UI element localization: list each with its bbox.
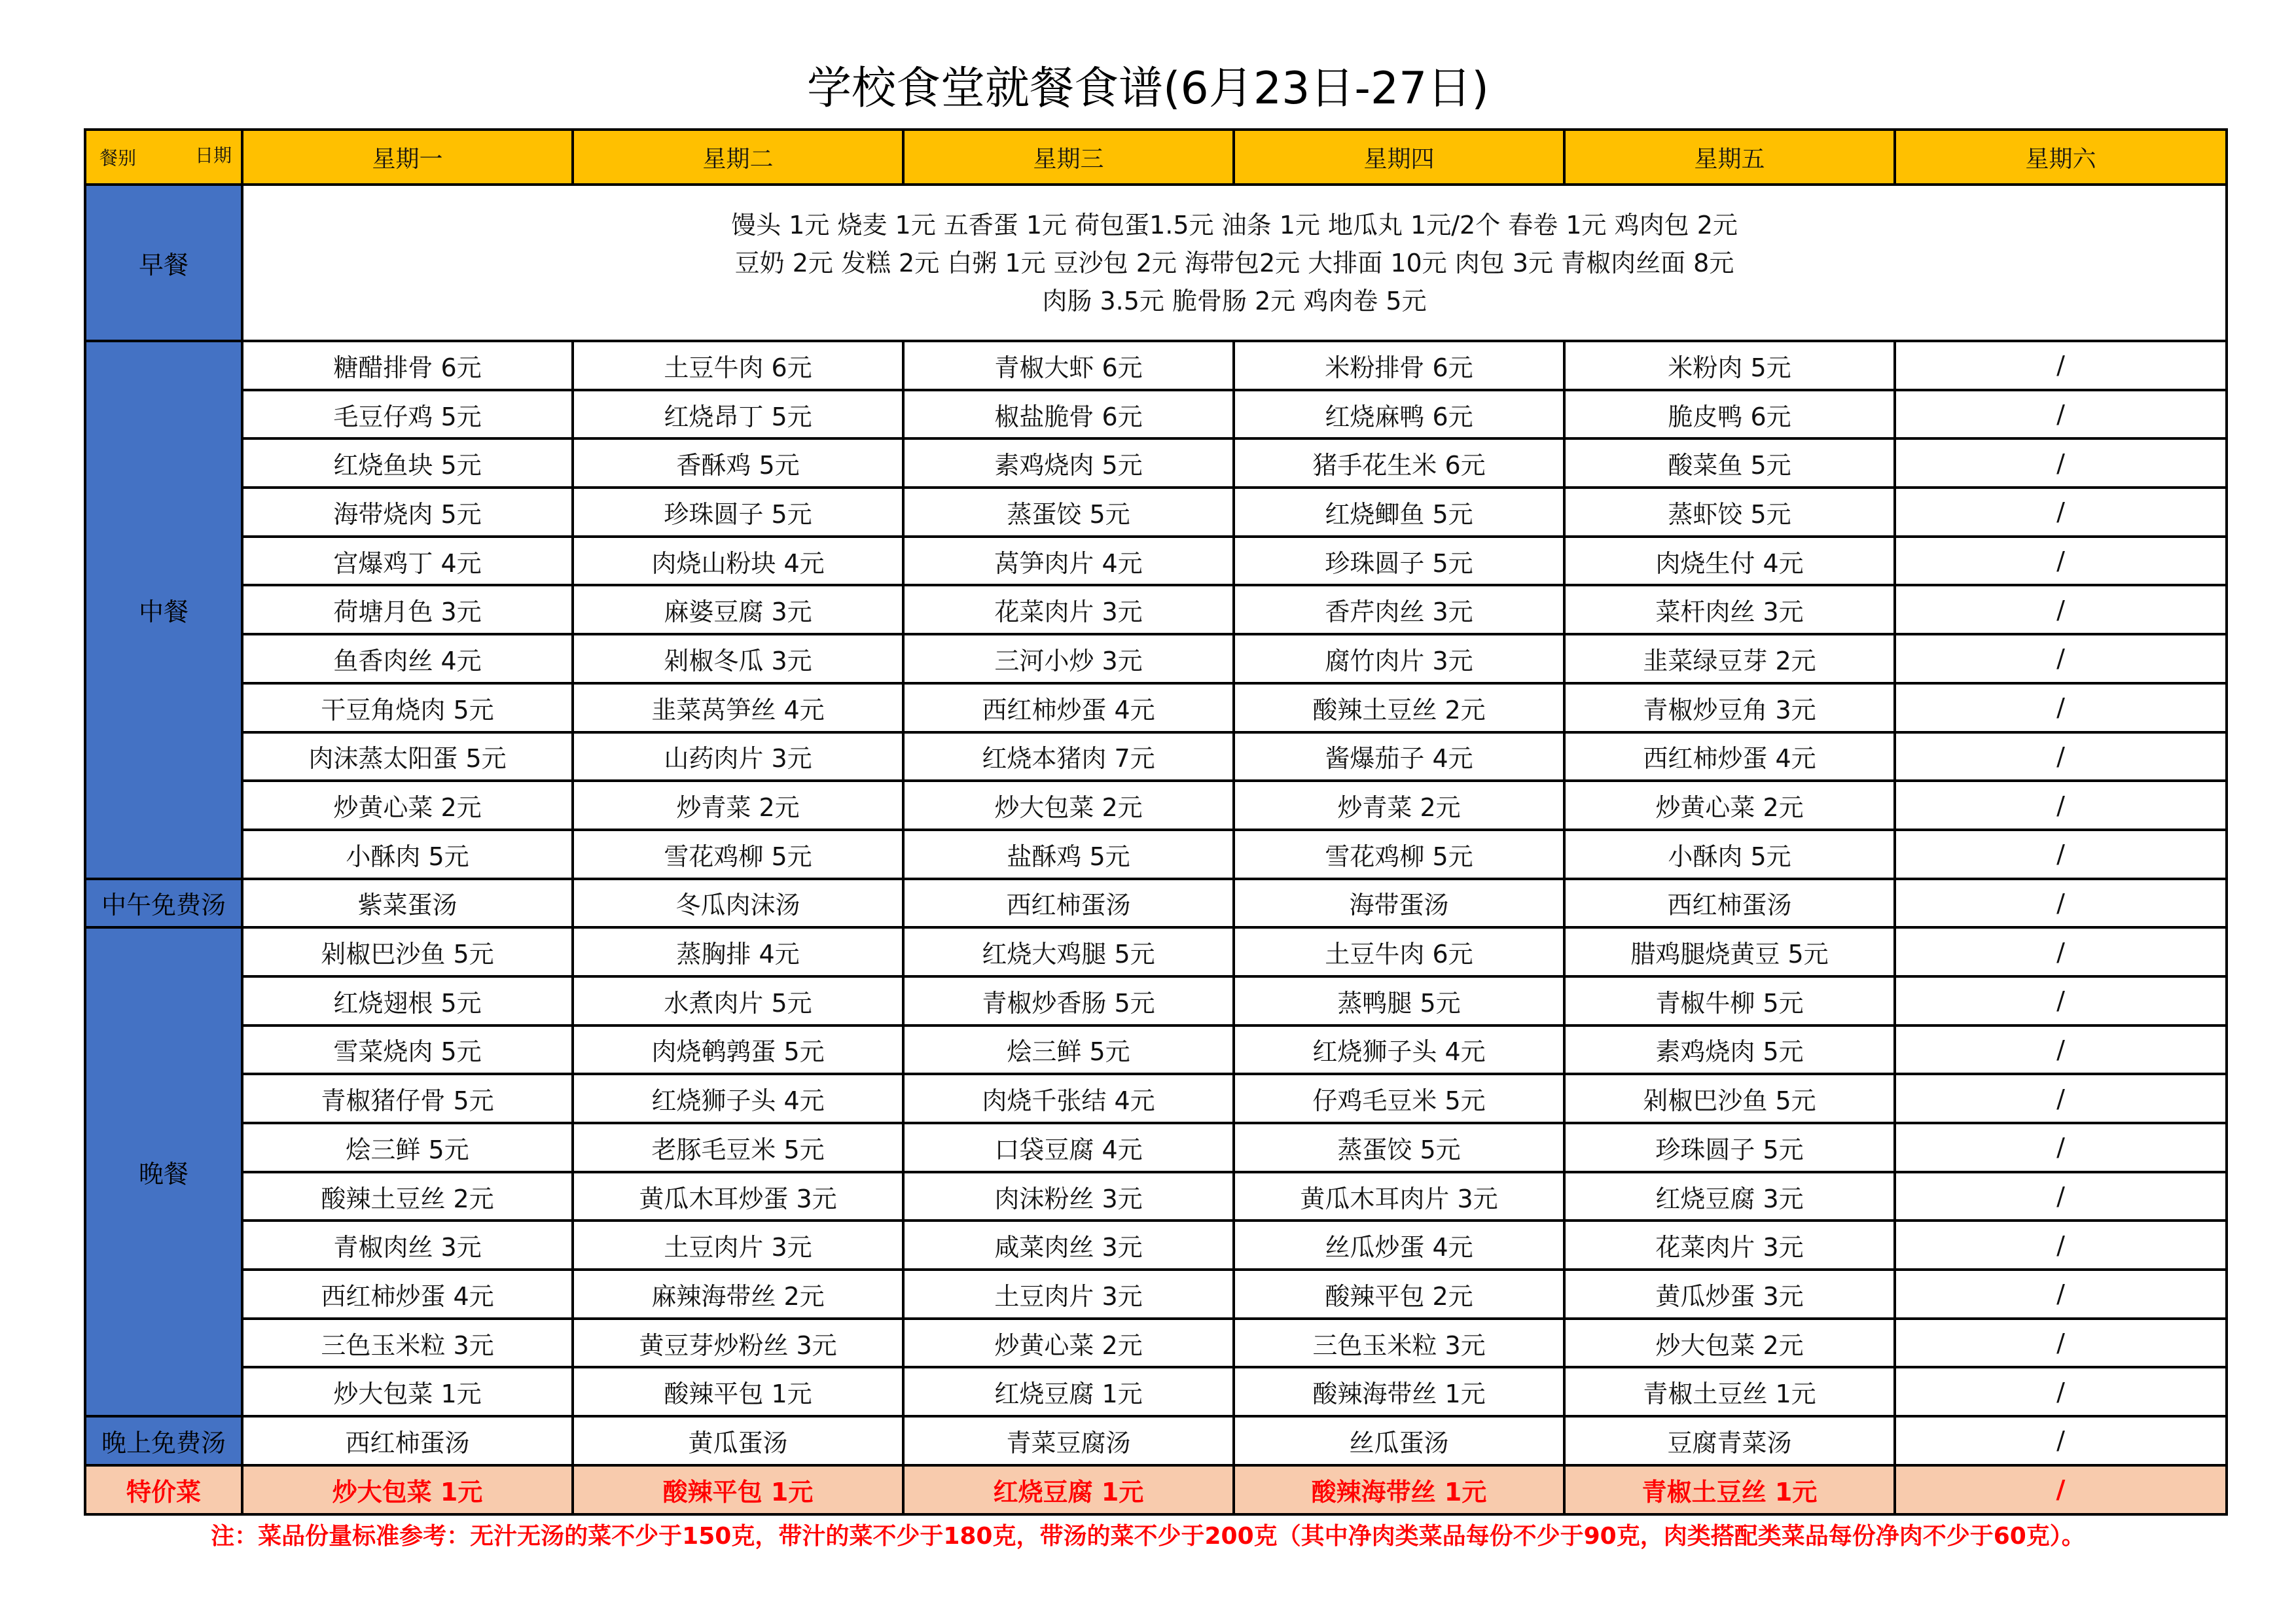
menu-item-cell: 酸菜鱼 5元 xyxy=(1564,438,1895,488)
lunch-row xyxy=(85,732,2227,781)
menu-item-cell: 烩三鲜 5元 xyxy=(903,1026,1234,1075)
menu-item-cell: 麻辣海带丝 2元 xyxy=(573,1270,903,1319)
dinner-row xyxy=(85,1319,2227,1368)
day-header: 星期二 xyxy=(573,130,903,185)
menu-item-cell: 青椒猪仔骨 5元 xyxy=(242,1074,573,1123)
menu-item-cell: / xyxy=(1895,1367,2227,1416)
dinner-soup-row xyxy=(85,1416,2227,1465)
menu-item-cell: 西红柿蛋汤 xyxy=(242,1416,573,1465)
menu-item-cell: 剁椒巴沙鱼 5元 xyxy=(1564,1074,1895,1123)
menu-item-cell: 毛豆仔鸡 5元 xyxy=(242,390,573,439)
menu-item-cell: 三河小炒 3元 xyxy=(903,634,1234,683)
menu-item-cell: 红烧昂丁 5元 xyxy=(573,390,903,439)
menu-item-cell: / xyxy=(1895,1123,2227,1172)
menu-item-cell: 紫菜蛋汤 xyxy=(242,879,573,928)
menu-item-cell: 珍珠圆子 5元 xyxy=(1234,537,1564,586)
menu-item-cell: 脆皮鸭 6元 xyxy=(1564,390,1895,439)
portion-note: 注：菜品份量标准参考：无汁无汤的菜不少于150克，带汁的菜不少于180克，带汤的菜不少于200克（其中净肉类菜品每份不少于90克，肉类搭配类菜品每份净肉不少于60克）。 xyxy=(211,1523,2085,1550)
menu-item-cell: 酸辣平包 1元 xyxy=(573,1465,903,1514)
menu-item-cell: 酸辣土豆丝 2元 xyxy=(1234,683,1564,732)
day-header: 星期三 xyxy=(903,130,1234,185)
menu-item-cell: 红烧大鸡腿 5元 xyxy=(903,927,1234,976)
menu-item-cell: 土豆牛肉 6元 xyxy=(1234,927,1564,976)
menu-item-cell: 素鸡烧肉 5元 xyxy=(1564,1026,1895,1075)
lunch-row xyxy=(85,341,2227,390)
menu-item-cell: 韭菜绿豆芽 2元 xyxy=(1564,634,1895,683)
menu-item-cell: 炒青菜 2元 xyxy=(573,781,903,830)
menu-item-cell: 麻婆豆腐 3元 xyxy=(573,585,903,634)
special-label: 特价菜 xyxy=(85,1465,242,1514)
lunch-row xyxy=(85,537,2227,586)
menu-item-cell: / xyxy=(1895,537,2227,586)
dinner-row xyxy=(85,1123,2227,1172)
day-header: 星期五 xyxy=(1564,130,1895,185)
menu-item-cell: / xyxy=(1895,1416,2227,1465)
menu-item-cell: / xyxy=(1895,781,2227,830)
menu-item-cell: 酸辣平包 1元 xyxy=(573,1367,903,1416)
menu-item-cell: 蒸蛋饺 5元 xyxy=(1234,1123,1564,1172)
day-header: 星期六 xyxy=(1895,130,2227,185)
menu-item-cell: 米粉肉 5元 xyxy=(1564,341,1895,390)
menu-item-cell: 鱼香肉丝 4元 xyxy=(242,634,573,683)
menu-item-cell: 青椒土豆丝 1元 xyxy=(1564,1367,1895,1416)
dinner-soup-label: 晚上免费汤 xyxy=(85,1416,242,1465)
menu-item-cell: / xyxy=(1895,634,2227,683)
menu-item-cell: 红烧豆腐 1元 xyxy=(903,1465,1234,1514)
menu-item-cell: 酸辣海带丝 1元 xyxy=(1234,1465,1564,1514)
menu-item-cell: / xyxy=(1895,438,2227,488)
menu-item-cell: 土豆肉片 3元 xyxy=(573,1221,903,1270)
menu-item-cell: 肉烧山粉块 4元 xyxy=(573,537,903,586)
menu-item-cell: 小酥肉 5元 xyxy=(1564,830,1895,879)
menu-item-cell: 水煮肉片 5元 xyxy=(573,976,903,1026)
lunch-row xyxy=(85,585,2227,634)
menu-item-cell: 青椒牛柳 5元 xyxy=(1564,976,1895,1026)
menu-item-cell: 红烧本猪肉 7元 xyxy=(903,732,1234,781)
menu-item-cell: 雪菜烧肉 5元 xyxy=(242,1026,573,1075)
lunch-row xyxy=(85,830,2227,879)
lunch-label: 中餐 xyxy=(85,341,242,879)
lunch-row xyxy=(85,390,2227,439)
menu-item-cell: 腐竹肉片 3元 xyxy=(1234,634,1564,683)
menu-item-cell: 荷塘月色 3元 xyxy=(242,585,573,634)
dinner-row xyxy=(85,1074,2227,1123)
corner-meal-label: 餐别 xyxy=(99,147,137,169)
menu-item-cell: 炒大包菜 2元 xyxy=(903,781,1234,830)
menu-item-cell: 肉烧生付 4元 xyxy=(1564,537,1895,586)
menu-item-cell: 红烧狮子头 4元 xyxy=(573,1074,903,1123)
menu-item-cell: 雪花鸡柳 5元 xyxy=(573,830,903,879)
lunch-row xyxy=(85,438,2227,488)
menu-item-cell: 青椒土豆丝 1元 xyxy=(1564,1465,1895,1514)
menu-item-cell: 丝瓜炒蛋 4元 xyxy=(1234,1221,1564,1270)
menu-item-cell: 黄瓜木耳炒蛋 3元 xyxy=(573,1172,903,1221)
menu-item-cell: 蒸鸭腿 5元 xyxy=(1234,976,1564,1026)
menu-item-cell: / xyxy=(1895,1270,2227,1319)
menu-item-cell: 青椒炒豆角 3元 xyxy=(1564,683,1895,732)
menu-item-cell: 香芹肉丝 3元 xyxy=(1234,585,1564,634)
menu-item-cell: 酱爆茄子 4元 xyxy=(1234,732,1564,781)
day-header: 星期四 xyxy=(1234,130,1564,185)
lunch-row xyxy=(85,683,2227,732)
menu-item-cell: 青椒大虾 6元 xyxy=(903,341,1234,390)
menu-item-cell: 剁椒冬瓜 3元 xyxy=(573,634,903,683)
menu-item-cell: 青菜豆腐汤 xyxy=(903,1416,1234,1465)
menu-item-cell: 肉烧鹌鹑蛋 5元 xyxy=(573,1026,903,1075)
menu-item-cell: 雪花鸡柳 5元 xyxy=(1234,830,1564,879)
menu-item-cell: 三色玉米粒 3元 xyxy=(1234,1319,1564,1368)
menu-item-cell: 炒黄心菜 2元 xyxy=(1564,781,1895,830)
breakfast-row xyxy=(85,185,2227,341)
menu-item-cell: 西红柿蛋汤 xyxy=(903,879,1234,928)
menu-item-cell: 肉沫粉丝 3元 xyxy=(903,1172,1234,1221)
menu-item-cell: 蒸胸排 4元 xyxy=(573,927,903,976)
menu-item-cell: 红烧鲫鱼 5元 xyxy=(1234,488,1564,537)
breakfast-menu xyxy=(242,185,2227,341)
menu-item-cell: 红烧麻鸭 6元 xyxy=(1234,390,1564,439)
lunch-soup-row xyxy=(85,879,2227,928)
menu-item-cell: / xyxy=(1895,1026,2227,1075)
menu-item-cell: 花菜肉片 3元 xyxy=(903,585,1234,634)
menu-item-cell: / xyxy=(1895,683,2227,732)
menu-item-cell: 西红柿蛋汤 xyxy=(1564,879,1895,928)
header-row xyxy=(85,130,2227,185)
menu-item-cell: 西红柿炒蛋 4元 xyxy=(903,683,1234,732)
dinner-row xyxy=(85,1270,2227,1319)
menu-item-cell: 黄豆芽炒粉丝 3元 xyxy=(573,1319,903,1368)
dinner-row xyxy=(85,1367,2227,1416)
corner-date-label: 日期 xyxy=(194,145,232,166)
menu-item-cell: / xyxy=(1895,488,2227,537)
menu-item-cell: 宫爆鸡丁 4元 xyxy=(242,537,573,586)
menu-item-cell: / xyxy=(1895,830,2227,879)
menu-item-cell: / xyxy=(1895,1074,2227,1123)
menu-item-cell: 豆腐青菜汤 xyxy=(1564,1416,1895,1465)
menu-item-cell: 红烧鱼块 5元 xyxy=(242,438,573,488)
menu-item-cell: 蒸虾饺 5元 xyxy=(1564,488,1895,537)
menu-item-cell: 黄瓜木耳肉片 3元 xyxy=(1234,1172,1564,1221)
dinner-row xyxy=(85,1172,2227,1221)
menu-item-cell: 山药肉片 3元 xyxy=(573,732,903,781)
menu-item-cell: 珍珠圆子 5元 xyxy=(1564,1123,1895,1172)
dinner-row xyxy=(85,1026,2227,1075)
menu-item-cell: 小酥肉 5元 xyxy=(242,830,573,879)
menu-item-cell: 炒青菜 2元 xyxy=(1234,781,1564,830)
day-header: 星期一 xyxy=(242,130,573,185)
menu-item-cell: 红烧狮子头 4元 xyxy=(1234,1026,1564,1075)
menu-item-cell: / xyxy=(1895,879,2227,928)
menu-item-cell: 花菜肉片 3元 xyxy=(1564,1221,1895,1270)
breakfast-line: 豆奶 2元 发糕 2元 白粥 1元 豆沙包 2元 海带包2元 大排面 10元 肉包 3元 青椒肉丝面 8元 xyxy=(734,248,1734,277)
menu-item-cell: 黄瓜蛋汤 xyxy=(573,1416,903,1465)
menu-item-cell: / xyxy=(1895,1172,2227,1221)
menu-item-cell: 青椒肉丝 3元 xyxy=(242,1221,573,1270)
lunch-soup-label: 中午免费汤 xyxy=(85,879,242,928)
menu-item-cell: / xyxy=(1895,976,2227,1026)
menu-item-cell: 炒黄心菜 2元 xyxy=(242,781,573,830)
menu-item-cell: 三色玉米粒 3元 xyxy=(242,1319,573,1368)
menu-item-cell: 咸菜肉丝 3元 xyxy=(903,1221,1234,1270)
menu-item-cell: 仔鸡毛豆米 5元 xyxy=(1234,1074,1564,1123)
menu-item-cell: / xyxy=(1895,1319,2227,1368)
menu-item-cell: 腊鸡腿烧黄豆 5元 xyxy=(1564,927,1895,976)
menu-item-cell: 丝瓜蛋汤 xyxy=(1234,1416,1564,1465)
menu-item-cell: 炒大包菜 1元 xyxy=(242,1465,573,1514)
menu-item-cell: 土豆肉片 3元 xyxy=(903,1270,1234,1319)
menu-item-cell: 菜杆肉丝 3元 xyxy=(1564,585,1895,634)
special-row xyxy=(85,1465,2227,1514)
menu-item-cell: 椒盐脆骨 6元 xyxy=(903,390,1234,439)
menu-item-cell: / xyxy=(1895,927,2227,976)
menu-item-cell: 韭菜莴笋丝 4元 xyxy=(573,683,903,732)
corner-cell xyxy=(85,130,242,185)
menu-item-cell: / xyxy=(1895,390,2227,439)
menu-item-cell: 炒大包菜 1元 xyxy=(242,1367,573,1416)
menu-item-cell: / xyxy=(1895,1465,2227,1514)
menu-item-cell: 香酥鸡 5元 xyxy=(573,438,903,488)
menu-item-cell: 口袋豆腐 4元 xyxy=(903,1123,1234,1172)
menu-item-cell: 海带蛋汤 xyxy=(1234,879,1564,928)
menu-item-cell: 猪手花生米 6元 xyxy=(1234,438,1564,488)
menu-item-cell: 海带烧肉 5元 xyxy=(242,488,573,537)
lunch-row xyxy=(85,488,2227,537)
menu-item-cell: 西红柿炒蛋 4元 xyxy=(242,1270,573,1319)
menu-table xyxy=(84,128,2228,1516)
dinner-row xyxy=(85,1221,2227,1270)
menu-item-cell: 珍珠圆子 5元 xyxy=(573,488,903,537)
menu-item-cell: 米粉排骨 6元 xyxy=(1234,341,1564,390)
breakfast-label: 早餐 xyxy=(85,185,242,341)
menu-item-cell: 干豆角烧肉 5元 xyxy=(242,683,573,732)
dinner-row xyxy=(85,976,2227,1026)
menu-item-cell: 青椒炒香肠 5元 xyxy=(903,976,1234,1026)
menu-item-cell: 黄瓜炒蛋 3元 xyxy=(1564,1270,1895,1319)
lunch-row xyxy=(85,634,2227,683)
menu-item-cell: 冬瓜肉沫汤 xyxy=(573,879,903,928)
menu-item-cell: 素鸡烧肉 5元 xyxy=(903,438,1234,488)
menu-item-cell: 肉沫蒸太阳蛋 5元 xyxy=(242,732,573,781)
menu-item-cell: / xyxy=(1895,585,2227,634)
lunch-row xyxy=(85,781,2227,830)
menu-item-cell: 土豆牛肉 6元 xyxy=(573,341,903,390)
menu-item-cell: 红烧翅根 5元 xyxy=(242,976,573,1026)
page-title: 学校食堂就餐食谱(6月23日-27日) xyxy=(807,63,1489,115)
dinner-label: 晚餐 xyxy=(85,927,242,1416)
menu-item-cell: / xyxy=(1895,341,2227,390)
breakfast-line: 馒头 1元 烧麦 1元 五香蛋 1元 荷包蛋1.5元 油条 1元 地瓜丸 1元/2个 春卷 1元 鸡肉包 2元 xyxy=(731,210,1738,240)
menu-item-cell: 肉烧千张结 4元 xyxy=(903,1074,1234,1123)
menu-item-cell: 剁椒巴沙鱼 5元 xyxy=(242,927,573,976)
dinner-row xyxy=(85,927,2227,976)
menu-item-cell: 烩三鲜 5元 xyxy=(242,1123,573,1172)
menu-item-cell: 酸辣平包 2元 xyxy=(1234,1270,1564,1319)
menu-item-cell: 糖醋排骨 6元 xyxy=(242,341,573,390)
menu-item-cell: 酸辣土豆丝 2元 xyxy=(242,1172,573,1221)
menu-item-cell: 炒大包菜 2元 xyxy=(1564,1319,1895,1368)
menu-item-cell: / xyxy=(1895,732,2227,781)
menu-item-cell: 西红柿炒蛋 4元 xyxy=(1564,732,1895,781)
menu-item-cell: / xyxy=(1895,1221,2227,1270)
menu-item-cell: 红烧豆腐 3元 xyxy=(1564,1172,1895,1221)
menu-item-cell: 酸辣海带丝 1元 xyxy=(1234,1367,1564,1416)
breakfast-line: 肉肠 3.5元 脆骨肠 2元 鸡肉卷 5元 xyxy=(1042,286,1427,315)
menu-item-cell: 莴笋肉片 4元 xyxy=(903,537,1234,586)
menu-item-cell: 红烧豆腐 1元 xyxy=(903,1367,1234,1416)
menu-item-cell: 炒黄心菜 2元 xyxy=(903,1319,1234,1368)
menu-item-cell: 蒸蛋饺 5元 xyxy=(903,488,1234,537)
menu-item-cell: 老豚毛豆米 5元 xyxy=(573,1123,903,1172)
menu-item-cell: 盐酥鸡 5元 xyxy=(903,830,1234,879)
